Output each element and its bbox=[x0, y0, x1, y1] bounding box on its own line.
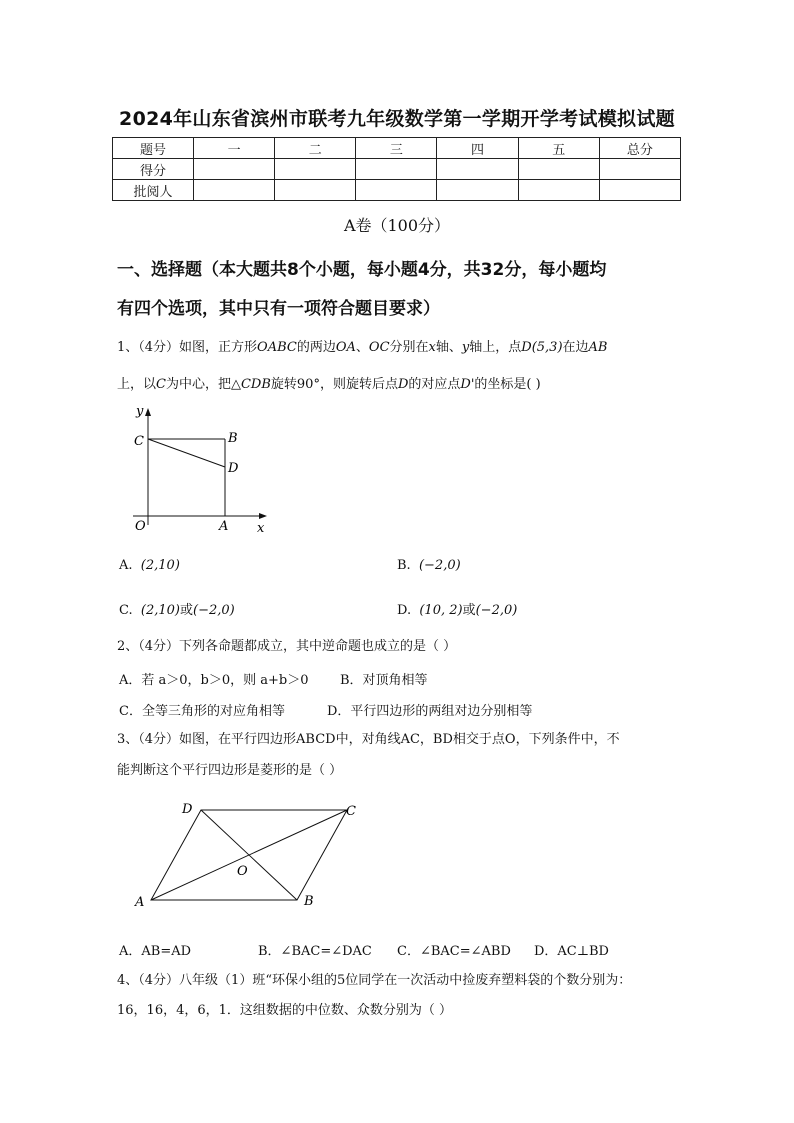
table-cell bbox=[356, 159, 437, 180]
label-x: x bbox=[257, 521, 265, 536]
q2-option-b: B．对顶角相等 bbox=[340, 673, 428, 688]
q2-option-c: C．全等三角形的对应角相等 bbox=[119, 704, 285, 719]
q3-parallelogram-figure bbox=[130, 798, 365, 913]
table-cell bbox=[599, 159, 680, 180]
table-cell bbox=[275, 180, 356, 201]
table-cell: 四 bbox=[437, 138, 518, 159]
label-o: O bbox=[135, 519, 146, 534]
y-axis-arrow bbox=[145, 408, 151, 416]
table-cell bbox=[518, 180, 599, 201]
q1-option-d: D. (10, 2)或(−2,0) bbox=[397, 603, 518, 618]
score-table-header-row bbox=[113, 138, 681, 159]
table-cell: 一 bbox=[194, 138, 275, 159]
table-cell bbox=[437, 159, 518, 180]
label-d: D bbox=[182, 802, 193, 817]
table-cell: 总分 bbox=[599, 138, 680, 159]
q1-option-c: C. (2,10)或(−2,0) bbox=[119, 603, 235, 618]
table-cell bbox=[356, 180, 437, 201]
score-table-row bbox=[113, 180, 681, 201]
table-cell bbox=[437, 180, 518, 201]
table-cell: 题号 bbox=[113, 138, 194, 159]
q3-option-b: B．∠BAC=∠DAC bbox=[258, 944, 372, 959]
table-cell bbox=[599, 180, 680, 201]
q3-line1: 3、（4分）如图，在平行四边形ABCD中，对角线AC，BD相交于点O，下列条件中，不 bbox=[117, 732, 620, 747]
exam-title: 2024年山东省滨州市联考九年级数学第一学期开学考试模拟试题 bbox=[119, 108, 675, 130]
score-table-row bbox=[113, 159, 681, 180]
label-b: B bbox=[228, 431, 238, 446]
label-d: D bbox=[228, 461, 239, 476]
q3-line2: 能判断这个平行四边形是菱形的是（ ） bbox=[117, 763, 343, 778]
table-cell: 五 bbox=[518, 138, 599, 159]
q1-line2: 上，以C为中心，把△CDB旋转90°，则旋转后点D的对应点D'的坐标是( ) bbox=[117, 377, 541, 392]
table-cell bbox=[518, 159, 599, 180]
table-cell: 批阅人 bbox=[113, 180, 194, 201]
table-cell bbox=[275, 159, 356, 180]
q1-option-a: A. (2,10) bbox=[119, 558, 180, 573]
table-cell: 二 bbox=[275, 138, 356, 159]
q2-option-d: D．平行四边形的两组对边分别相等 bbox=[327, 704, 533, 719]
label-c: C bbox=[346, 804, 356, 819]
score-table bbox=[112, 137, 681, 201]
segment-cd bbox=[148, 439, 225, 467]
q1-line1: 1、（4分）如图，正方形OABC的两边OA、OC分别在x轴、y轴上，点D(5,3)在边AB bbox=[117, 340, 608, 355]
section-a-heading: A卷（100分） bbox=[343, 216, 451, 235]
q1-square-figure bbox=[125, 400, 275, 540]
x-axis-arrow bbox=[259, 513, 267, 519]
part1-heading-line2: 有四个选项，其中只有一项符合题目要求） bbox=[117, 299, 440, 319]
table-cell: 三 bbox=[356, 138, 437, 159]
table-cell bbox=[194, 180, 275, 201]
diagonal-bd bbox=[201, 810, 297, 900]
q2-option-a: A．若 a＞0，b＞0，则 a+b＞0 bbox=[119, 673, 309, 688]
q3-option-d: D．AC⊥BD bbox=[534, 944, 609, 959]
q4-line1: 4、（4分）八年级（1）班“环保小组的5位同学在一次活动中捡废弃塑料袋的个数分别为： bbox=[117, 973, 632, 988]
label-y: y bbox=[136, 404, 144, 419]
label-a: A bbox=[135, 895, 145, 910]
table-cell bbox=[194, 159, 275, 180]
part1-heading-line1: 一、选择题（本大题共8个小题，每小题4分，共32分，每小题均 bbox=[117, 260, 607, 280]
table-cell: 得分 bbox=[113, 159, 194, 180]
label-o: O bbox=[237, 864, 248, 879]
q3-option-c: C．∠BAC=∠ABD bbox=[397, 944, 511, 959]
q4-line2: 16，16，4，6，1．这组数据的中位数、众数分别为（ ） bbox=[117, 1003, 453, 1018]
label-a: A bbox=[219, 519, 229, 534]
label-b: B bbox=[304, 894, 314, 909]
q1-option-b: B. (−2,0) bbox=[397, 558, 461, 573]
q2-stem: 2、（4分）下列各命题都成立，其中逆命题也成立的是（ ） bbox=[117, 639, 457, 654]
label-c: C bbox=[134, 434, 144, 449]
q3-option-a: A．AB=AD bbox=[119, 944, 192, 959]
